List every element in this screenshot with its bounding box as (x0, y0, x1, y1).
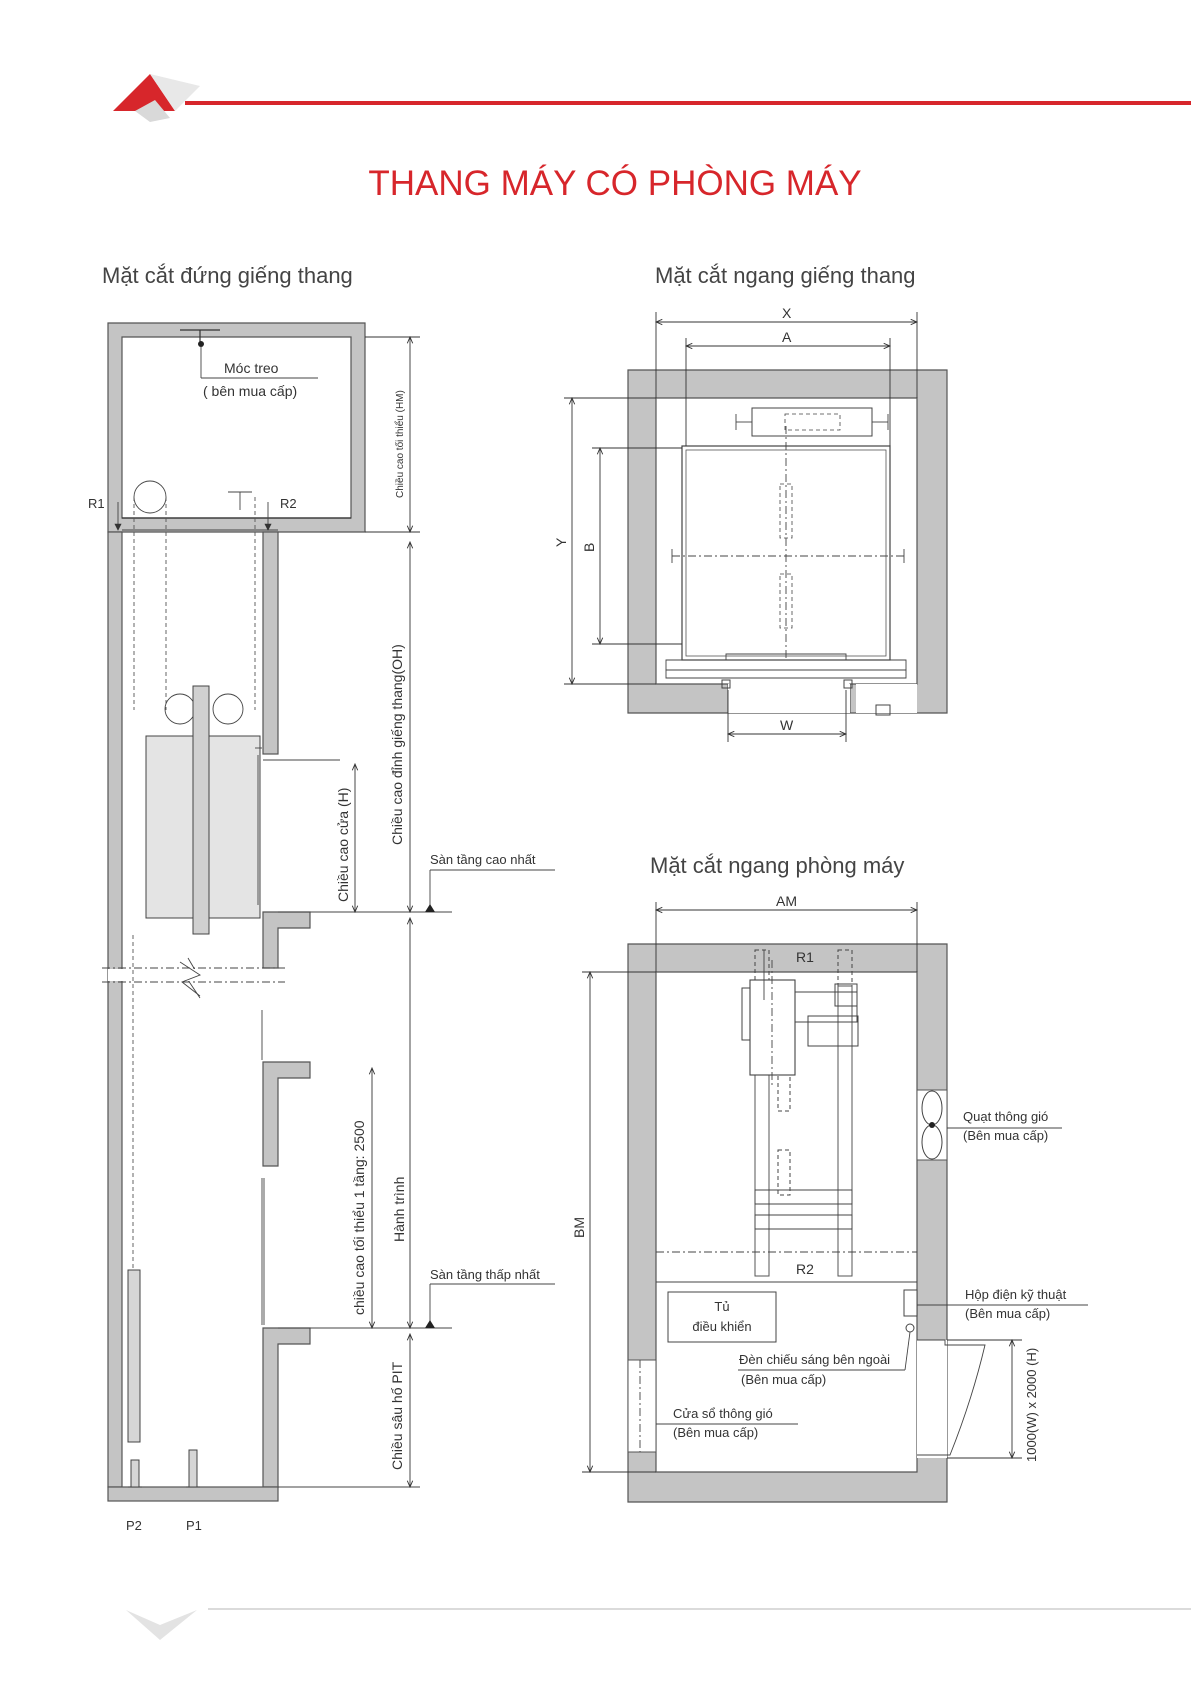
p1-label: P1 (186, 1518, 202, 1533)
light-note: (Bên mua cấp) (741, 1372, 827, 1387)
min-floor-height-label: chiều cao tối thiểu 1 tầng: 2500 (351, 1120, 367, 1315)
r1-label-vertical: R1 (88, 496, 105, 511)
cabinet-label-line1: Tủ (714, 1299, 730, 1314)
shaft-y-label: Y (553, 537, 569, 547)
shaft-w-label: W (780, 717, 794, 733)
fan-note: (Bên mua cấp) (963, 1128, 1049, 1143)
window-note: (Bên mua cấp) (673, 1425, 759, 1440)
hm-dim-label: Chiều cao tối thiểu (HM) (395, 390, 406, 498)
bm-dim-label: BM (571, 1217, 587, 1238)
shaft-x-label: X (782, 305, 792, 321)
r1-label-machine: R1 (796, 949, 814, 965)
brand-logo (113, 74, 200, 122)
footer-logo (126, 1610, 197, 1640)
page-title: THANG MÁY CÓ PHÒNG MÁY (368, 164, 862, 203)
hook-label: Móc treo (224, 360, 279, 376)
light-label: Đèn chiếu sáng bên ngoài (739, 1352, 891, 1367)
window-label: Cửa sổ thông gió (673, 1406, 773, 1421)
section-title-machine-plan: Mặt cắt ngang phòng máy (650, 853, 905, 878)
top-floor-label: Sàn tầng cao nhất (430, 852, 536, 867)
cabinet-label-line2: điều khiển (692, 1319, 752, 1334)
section-title-vertical: Mặt cắt đứng giếng thang (102, 263, 353, 288)
vertical-section-drawing (102, 323, 555, 1501)
hook-note: ( bên mua cấp) (203, 383, 298, 399)
elec-box-label: Hộp điện kỹ thuật (965, 1287, 1067, 1302)
pit-depth-label: Chiều sâu hố PIT (389, 1361, 405, 1470)
shaft-a-label: A (782, 329, 792, 345)
section-title-shaft-plan: Mặt cắt ngang giếng thang (655, 263, 916, 288)
oh-dim-label: Chiều cao đỉnh giếng thang(OH) (389, 644, 405, 845)
travel-label: Hành trình (391, 1176, 407, 1242)
shaft-b-label: B (581, 542, 597, 552)
r2-label-machine: R2 (796, 1261, 814, 1277)
am-dim-label: AM (776, 893, 797, 909)
elec-box-note: (Bên mua cấp) (965, 1306, 1051, 1321)
p2-label: P2 (126, 1518, 142, 1533)
fan-label: Quạt thông gió (963, 1109, 1049, 1124)
door-height-label: Chiều cao cửa (H) (335, 787, 351, 902)
r2-label-vertical: R2 (280, 496, 297, 511)
shaft-plan-drawing (564, 312, 947, 742)
door-size-label: 1000(W) x 2000 (H) (1024, 1347, 1039, 1462)
bottom-floor-label: Sàn tầng thấp nhất (430, 1267, 540, 1282)
machine-room-drawing (582, 902, 1088, 1502)
